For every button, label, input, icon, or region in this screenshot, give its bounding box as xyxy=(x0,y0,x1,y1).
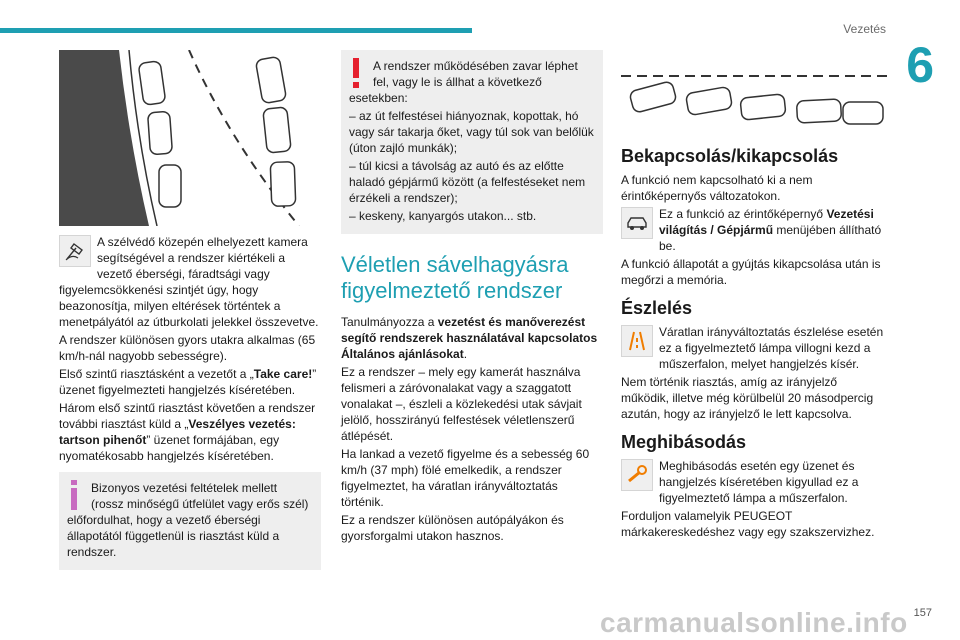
settings-text: Ez a funkció az érintőképernyő Vezetési világítás / Gépjármű menüjében állítható be. xyxy=(659,207,882,253)
info-note-text: Bizonyos vezetési feltételek mellett (rossz minőségű útfelület vagy erős szél) előfordulhat, hogy a vezető éberségi állapotától függetlenül is riasztást küld a rendszer. xyxy=(67,481,309,559)
lane-departure-heading: Véletlen sávelhagyásra figyelmeztető rendszer xyxy=(341,252,569,303)
dealer-paragraph: Forduljon valamelyik PEUGEOT márkakereskedéshez vagy egy szakszervizhez. xyxy=(621,509,875,539)
memory-paragraph: A funkció állapotát a gyújtás kikapcsolása után is megőrzi a memória. xyxy=(621,257,881,287)
warning-icon xyxy=(349,58,363,88)
lane-warning-icon xyxy=(621,325,653,357)
warning-note xyxy=(341,50,603,234)
system-description: Ez a rendszer – mely egy kamerát használva felismeri a záróvonalakat vagy a szaggatott vonalakat –, észleli a közlekedési utak sávjait jelölő, hosszirányú felfestések véletlenszerű átlépését. xyxy=(341,365,582,443)
watermark: carmanualsonline.info xyxy=(600,607,908,638)
column-2 xyxy=(341,50,603,546)
usage-paragraph: Ez a rendszer különösen autópályákon és gyorsforgalmi utakon hasznos. xyxy=(341,513,564,543)
camera-text: A szélvédő közepén elhelyezett kamera segítségével a rendszer kiértékeli a vezető éberségi, fáradtsági vagy figyelemcsökkenési szintjét úgy, hogy beazonosítja, milyen eltérések történtek a menetpályától az útburkolati jelekkel összevetve. xyxy=(59,235,319,329)
attention-paragraph: Ha lankad a vezető figyelme és a sebesség 60 km/h (37 mph) fölé emelkedik, a rendszer figyelmeztet, ha váratlan irányváltoztatás történik. xyxy=(341,447,590,509)
detection-text: Váratlan irányváltoztatás észlelése esetén ez a figyelmeztető lámpa villogni kezd a műszerfalon, melyet hangjelzés kísér. xyxy=(659,325,884,371)
info-icon xyxy=(67,480,81,510)
chapter-number: 6 xyxy=(906,37,934,93)
warning-item-3: – keskeny, kanyargós utakon... stb. xyxy=(349,209,537,223)
reference-paragraph: Tanulmányozza a vezetést és manőverezést segítő rendszerek használatával kapcsolatos Általános ajánlásokat. xyxy=(341,315,598,361)
settings-paragraph xyxy=(621,206,887,254)
warning-intro: A rendszer működésében zavar léphet fel, vagy le is állhat a következő esetekben: xyxy=(349,59,578,105)
car-settings-icon xyxy=(621,207,653,239)
page-number: 157 xyxy=(913,607,932,619)
detection-heading: Észlelés xyxy=(621,298,693,318)
malfunction-heading: Meghibásodás xyxy=(621,432,747,452)
wrench-icon xyxy=(621,459,653,491)
activation-heading: Bekapcsolás/kikapcsolás xyxy=(621,146,839,166)
camera-description xyxy=(59,234,321,330)
lane-drawing xyxy=(621,62,887,134)
warning-item-2: – túl kicsi a távolság az autó és az előtte haladó gépjármű között (a felfestéseket nem érzékeli a rendszer); xyxy=(349,159,586,205)
repeat-alert-paragraph: Három első szintű riasztást követően a rendszer további riasztást küld a „Veszélyes vezetés: tartson pihenőt” üzenet formájában, egy nyomatékosabb hangjelzés kíséretében. xyxy=(59,401,316,463)
road-illustration xyxy=(59,50,321,226)
first-alert-paragraph: Első szintű riasztásként a vezetőt a „Take care!” üzenet figyelmezteti hangjelzés kíséretében. xyxy=(59,367,317,397)
turn-signal-paragraph: Nem történik riasztás, amíg az irányjelző működik, illetve még körülbelül 20 másodpercig azután, hogy az irányjelző le lett kapcsolva. xyxy=(621,375,874,421)
warning-item-1: – az út felfestései hiányoznak, kopottak, hó vagy sár takarja őket, vagy túl sok van belőlük (úton zajló munkák); xyxy=(349,109,594,155)
camera-icon xyxy=(59,235,91,267)
header-accent-bar xyxy=(0,28,472,33)
column-3 xyxy=(621,50,887,542)
detection-paragraph xyxy=(621,324,887,372)
lane-illustration xyxy=(621,62,887,134)
info-note xyxy=(59,472,321,570)
speed-paragraph: A rendszer különösen gyors utakra alkalmas (65 km/h-nál nagyobb sebességre). xyxy=(59,333,316,363)
road-drawing xyxy=(59,50,321,226)
section-label: Vezetés xyxy=(843,22,886,36)
malfunction-text: Meghibásodás esetén egy üzenet és hangjelzés kíséretében kigyullad ez a figyelmeztető lámpa a műszerfalon. xyxy=(659,459,859,505)
malfunction-paragraph xyxy=(621,458,887,506)
activation-p1: A funkció nem kapcsolható ki a nem érintőképernyős változatokon. xyxy=(621,173,813,203)
column-1 xyxy=(59,50,321,570)
